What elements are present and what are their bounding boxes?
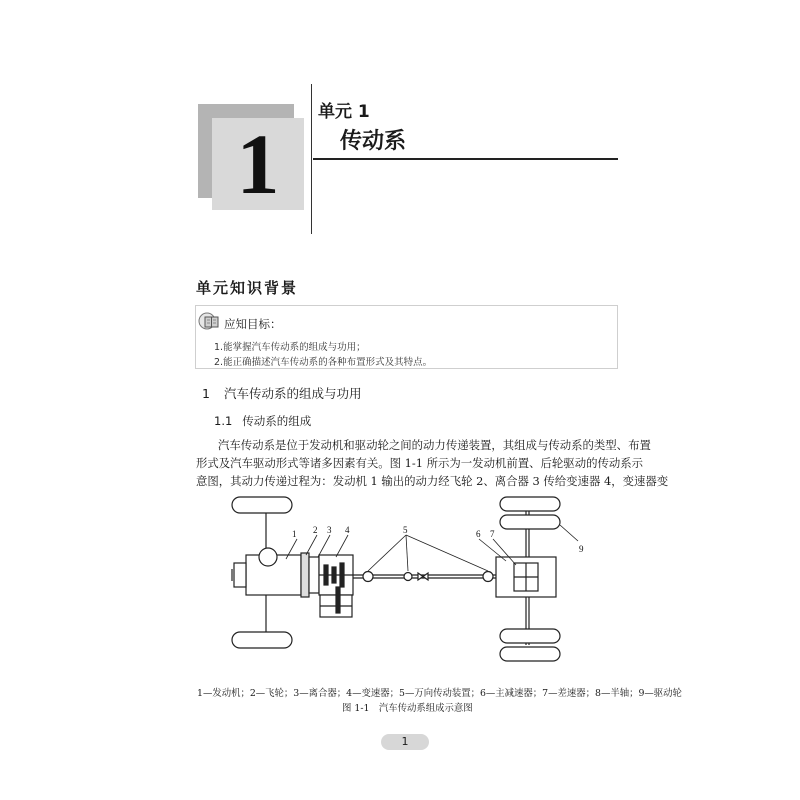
paragraph-line: 形式及汽车驱动形式等诸多因素有关。图 1-1 所示为一发动机前置、后轮驱动的传动系示	[196, 456, 644, 470]
chapter-title: 传动系	[340, 129, 407, 154]
goal-item: 1.能掌握汽车传动系的组成与功用；	[214, 342, 366, 353]
header-divider	[311, 84, 312, 234]
body-paragraph	[196, 436, 669, 490]
title-rule	[313, 158, 618, 160]
heading-level-1	[202, 384, 361, 402]
callout-label: 7	[490, 529, 495, 539]
paragraph-line: 意图，其动力传递过程为：发动机 1 输出的动力经飞轮 2、离合器 3 传给变速器 4，变速器变	[196, 474, 669, 488]
goals-title: 应知目标：	[224, 317, 282, 331]
callout-label: 9	[579, 544, 584, 554]
section-heading: 单元知识背景	[196, 279, 299, 297]
heading-level-2	[214, 413, 311, 429]
drivetrain-diagram	[196, 495, 620, 680]
heading-text: 传动系的组成	[242, 414, 312, 428]
callout-label: 2	[313, 525, 318, 535]
chapter-number: 1	[236, 116, 280, 212]
heading-number: 1	[202, 386, 210, 401]
callout-label: 1	[292, 529, 297, 539]
paragraph-line: 汽车传动系是位于发动机和驱动轮之间的动力传递装置，其组成与传动系的类型、布置	[218, 438, 651, 452]
page-number: 1	[401, 735, 409, 748]
callout-label: 3	[327, 525, 332, 535]
figure-caption: 图 1-1 汽车传动系组成示意图	[342, 703, 473, 714]
figure-legend: 1—发动机；2—飞轮；3—离合器；4—变速器；5—万向传动装置；6—主减速器；7—差速器；8—半轴；9—驱动轮	[197, 688, 682, 699]
callout-label: 6	[476, 529, 481, 539]
callout-label: 5	[403, 525, 408, 535]
heading-text: 汽车传动系的组成与功用	[223, 386, 362, 401]
book-icon	[198, 311, 220, 331]
callout-label: 4	[345, 525, 350, 535]
heading-number: 1.1	[214, 414, 233, 428]
unit-label: 单元 1	[318, 102, 370, 122]
goal-item: 2.能正确描述汽车传动系的各种布置形式及其特点。	[214, 357, 433, 368]
